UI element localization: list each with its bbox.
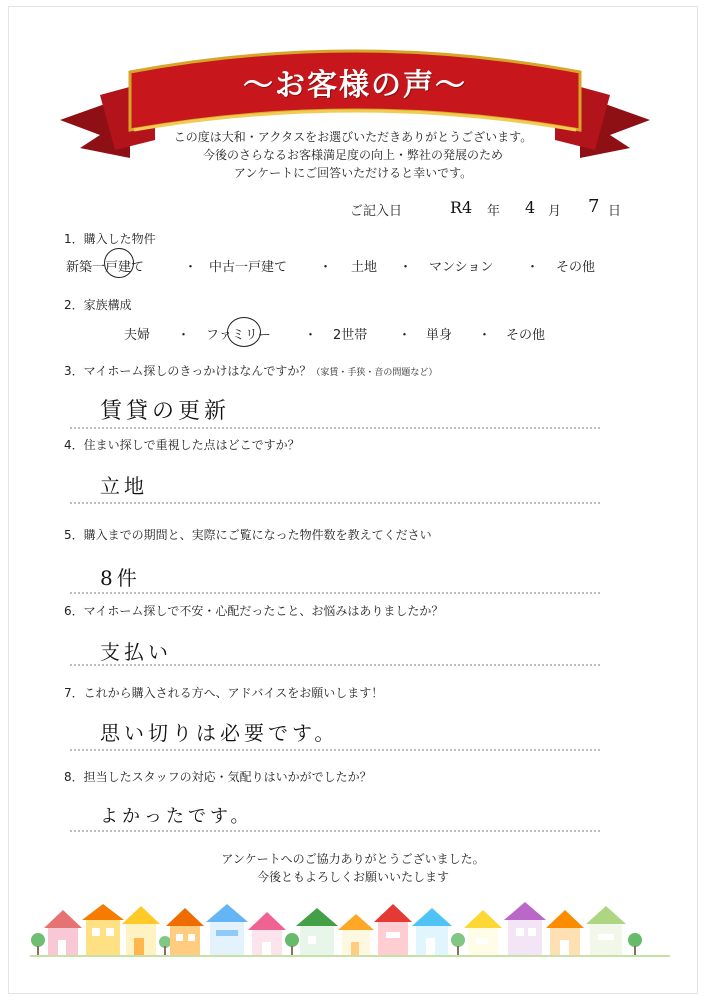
q1-option-other: その他 (556, 260, 596, 275)
date-month: 4 (525, 198, 536, 217)
q8-label: 8．担当したスタッフの対応・気配りはいかがでしたか？ (64, 770, 372, 784)
q1-selection-circle (104, 248, 134, 278)
q2-option-family: ファミリー (206, 328, 271, 343)
q5-answer-line (70, 592, 600, 594)
q1-separator: ・ (399, 260, 413, 275)
q4-answer: 立地 (100, 474, 148, 498)
house-icon (248, 912, 286, 956)
q2-options (124, 324, 564, 344)
house-icon (546, 910, 584, 956)
q2-selection-circle (227, 317, 261, 347)
q7-label: 7．これから購入される方へ、アドバイスをお願いします！ (64, 686, 384, 700)
house-icon (374, 904, 412, 956)
tree-icon (159, 936, 171, 956)
houses-illustration (30, 898, 670, 958)
q1-separator: ・ (184, 260, 198, 275)
q1-option-used-house: 中古一戸建て (209, 260, 288, 275)
q1-option-new-house: 新築一戸建て (66, 260, 145, 275)
q7-answer: 思い切りは必要です。 (100, 721, 339, 745)
q1-option-land: 土地 (351, 260, 378, 275)
date-label: ご記入日 (350, 204, 403, 219)
q2-separator: ・ (478, 328, 492, 343)
q4-answer-line (70, 502, 600, 504)
house-icon (166, 908, 204, 956)
q7-answer-line (70, 749, 600, 751)
date-day: 7 (588, 196, 600, 217)
q8-answer: よかったです。 (100, 806, 253, 827)
q3-label: 3．マイホーム探しのきっかけはなんですか？ (64, 364, 312, 378)
page-title: 〜お客様の声〜 (243, 68, 467, 103)
q4-label: 4．住まい探しで重視した点はどこですか？ (64, 438, 300, 452)
date-day-unit: 日 (608, 204, 622, 219)
house-icon (412, 908, 452, 956)
q3-note: （家賃・手狭・音の問題など） (311, 368, 438, 378)
house-icon (296, 908, 338, 956)
house-icon (504, 902, 546, 956)
q2-option-single: 単身 (426, 328, 453, 343)
q2-option-other: その他 (506, 328, 546, 343)
q2-label: 2．家族構成 (64, 298, 132, 312)
q2-separator: ・ (304, 328, 318, 343)
intro-line-2: 今後のさらなるお客様満足度の向上・弊社の発展のため (202, 148, 503, 162)
closing-line-1: アンケートへのご協力ありがとうございました。 (221, 852, 485, 866)
q1-options (66, 256, 626, 276)
house-icon (206, 904, 248, 956)
q2-separator: ・ (177, 328, 191, 343)
tree-icon (628, 933, 642, 956)
date-year-unit: 年 (487, 204, 501, 219)
intro-line-3: アンケートにご回答いただけると幸いです。 (233, 166, 473, 180)
q1-option-mansion: マンション (429, 260, 494, 275)
intro-line-1: この度は大和・アクタスをお選びいただきありがとうございます。 (173, 130, 533, 144)
q8-answer-line (70, 830, 600, 832)
q2-option-couple: 夫婦 (124, 328, 151, 343)
tree-icon (285, 933, 299, 956)
tree-icon (451, 933, 465, 956)
house-icon (44, 910, 82, 956)
house-icon (464, 910, 502, 956)
q3-label-row (64, 362, 437, 379)
tree-icon (31, 933, 45, 956)
house-icon (82, 904, 124, 956)
q5-answer: 8件 (100, 566, 141, 590)
house-icon (586, 906, 626, 956)
q3-answer: 賃貸の更新 (100, 399, 231, 424)
q6-answer: 支払い (100, 640, 172, 664)
intro-text (0, 128, 706, 182)
house-icon (122, 906, 160, 956)
q1-separator: ・ (526, 260, 540, 275)
q1-label: 1．購入した物件 (64, 232, 156, 246)
date-month-unit: 月 (548, 204, 562, 219)
q6-answer-line (70, 664, 600, 666)
q5-label: 5．購入までの期間と、実際にご覧になった物件数を教えてください (64, 528, 432, 542)
date-year: R4 (450, 198, 473, 217)
q2-option-two-gen: 2世帯 (333, 328, 368, 343)
q3-answer-line (70, 427, 600, 429)
q2-separator: ・ (398, 328, 412, 343)
closing-line-2: 今後ともよろしくお願いいたします (256, 870, 449, 884)
closing-text (0, 850, 706, 886)
house-icon (338, 914, 374, 956)
q6-label: 6．マイホーム探しで不安・心配だったこと、お悩みはありましたか？ (64, 604, 444, 618)
q1-separator: ・ (319, 260, 333, 275)
